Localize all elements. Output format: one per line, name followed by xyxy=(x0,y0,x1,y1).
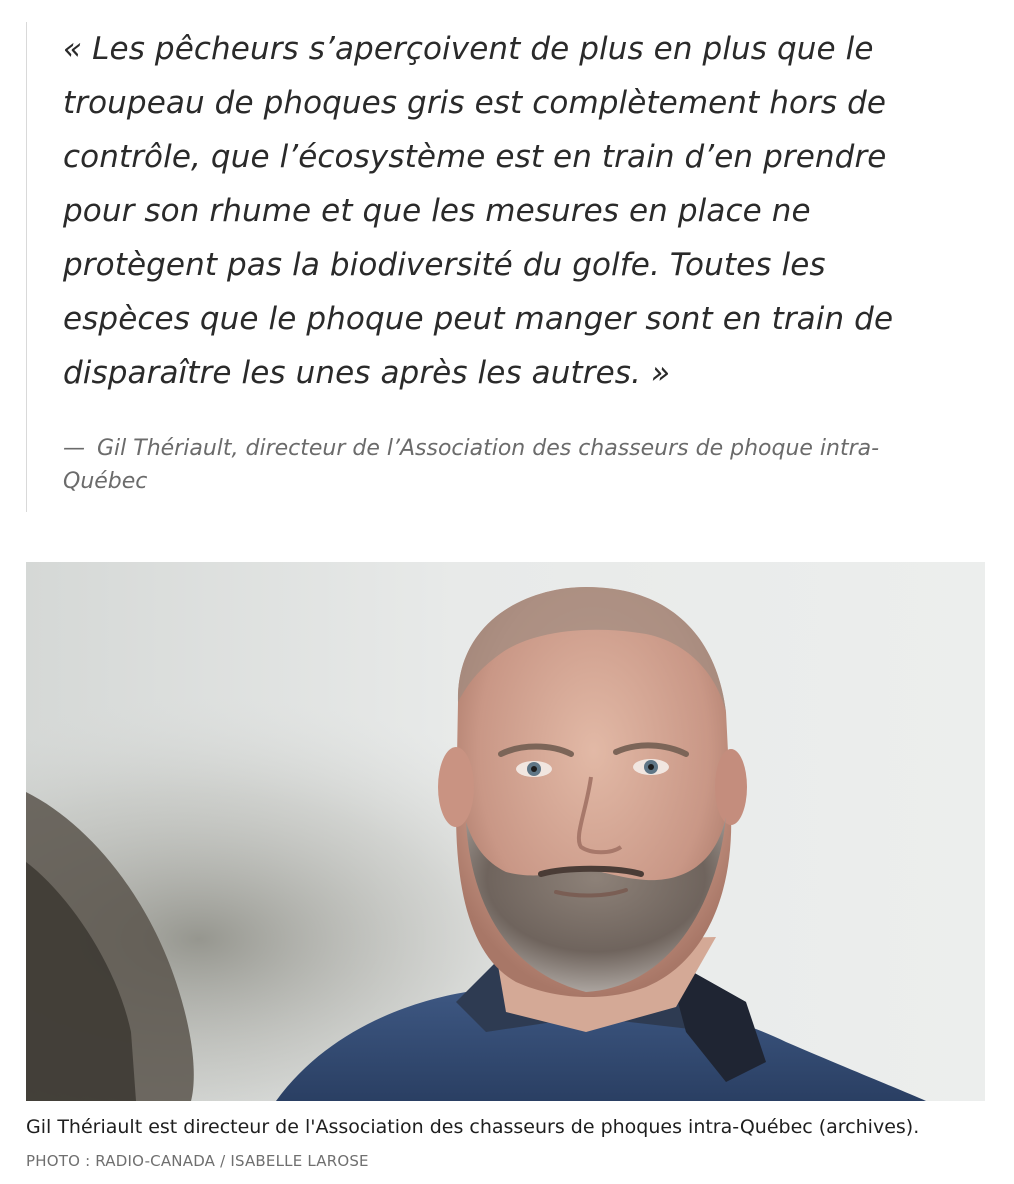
portrait-photo[interactable] xyxy=(26,562,985,1101)
attribution-text: Gil Thériault, directeur de l’Association des chasseurs de phoque intra-Québec xyxy=(63,436,880,494)
quote-text: « Les pêcheurs s’aperçoivent de plus en plus que le troupeau de phoques gris est complètement hors de contrôle, que l’écosystème est en train d’en prendre pour son rhume et que les mesures en place ne protègent pas la biodiversité du golfe. Toutes les espèces que le phoque peut manger sont en train de disparaître les unes après les autres. » xyxy=(63,31,894,391)
blockquote xyxy=(26,22,946,512)
portrait-illustration xyxy=(26,562,985,1101)
attribution-dash: — xyxy=(63,436,85,461)
photo-caption: Gil Thériault est directeur de l'Association des chasseurs de phoques intra-Québec (archives). xyxy=(26,1116,920,1138)
photo-credit: PHOTO : RADIO-CANADA / ISABELLE LAROSE xyxy=(26,1152,369,1170)
quote-attribution xyxy=(63,432,946,498)
